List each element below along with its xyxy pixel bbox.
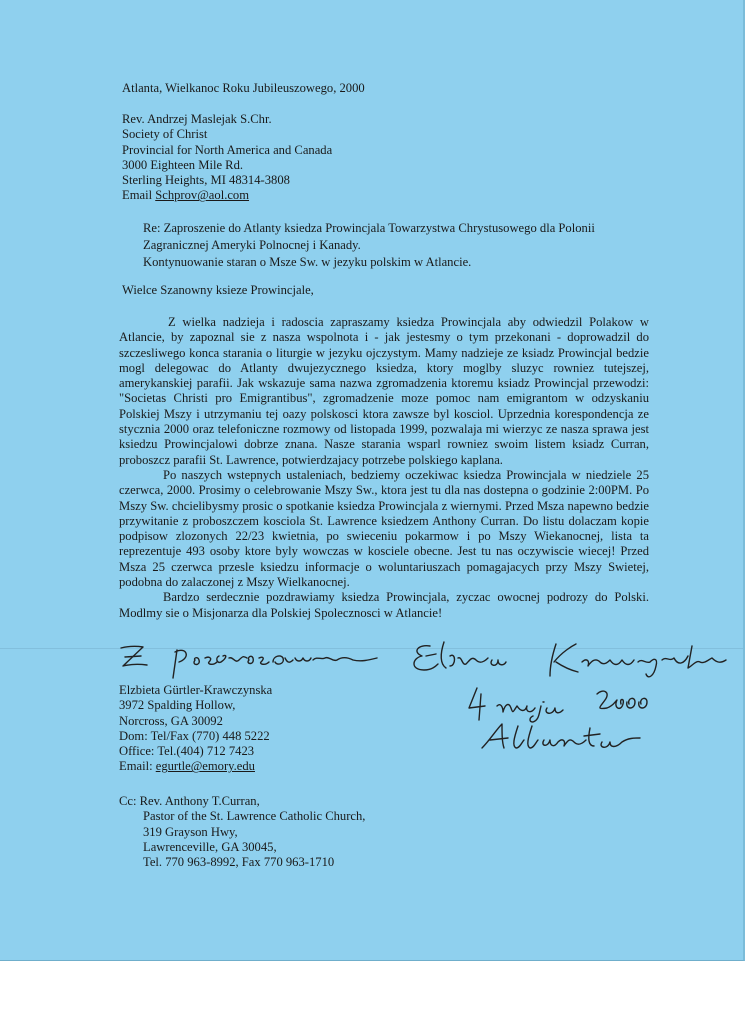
sender-home-phone: Dom: Tel/Fax (770) 448 5222 (119, 728, 270, 743)
sender-email-line (119, 759, 272, 774)
body-paragraph-2: Po naszych wstepnych ustaleniach, bedziemy oczekiwac ksiedza Prowincjala w niedziele 25 czerwca, 2000. Prosimy o celebrowanie Mszy Sw., ktora jest tu dla nas dostepna o godzinie 2:00PM. Po Mszy Sw. chcielibysmy prosic o spotkanie ksiedza Prowincjala z wiernymi. Przed Msza napewno bedzie przywitanie z proboszczem kosciola St. Lawrence ksiedzem Anthony Curran. Do listu dolaczam kopie podpisow zlozonych 22/23 kwietnia, po swieceniu pokarmow i po Mszy Wiekanocnej, lista ta reprezentuje 493 osoby ktore byly wowczas w kosciele obecne. Jest tu nas oczywiscie wiecej! Przed Msza 25 czerwca przesle ksiedzu informacje o woluntariuszach pomagajacych przy Mszy Swietej, podobna do zalaczonej z Mszy Wielkanocnej. (119, 467, 649, 590)
sender-block (119, 683, 272, 775)
subject-line-1: Re: Zaproszenie do Atlanty ksiedza Prowincjala Towarzystwa Chrystusowego dla Polonii (143, 221, 595, 235)
recipient-email-label: Email (122, 188, 156, 203)
recipient-street: 3000 Eighteen Mile Rd. (122, 157, 244, 172)
sender-street: 3972 Spalding Hollow, (119, 698, 236, 713)
place-date: Atlanta, Wielkanoc Roku Jubileuszowego, 2000 (122, 81, 365, 95)
body-paragraph-1: Z wielka nadzieja i radoscia zapraszamy ksiedza Prowincjala aby odwiedzil Polakow w Atlancie, by zapoznal sie z nasza wspolnota i - jak jestesmy o tym przekonani - doprowadzil do szczesliwego konca starania o liturgie w jezyku ojczystym. Mamy nadzieje ze ksiadz Prowincjal bedzie mogl delegowac do Atlanty dwujezycznego ksiedza, ktory moglby sluzyc rowniez tutejszej, amerykanskiej parafii. Jak wskazuje sama nazwa zgromadzenia ktoremu ksiadz Prowincjal przewodzi: "Societas Christi pro Emigrantibus", zgromadzenie moze pomoc nam emigrantom w odzyskaniu Polskiej Mszy i utrzymaniu tej oazy polskosci ktora zawsze byl kosciol. Uprzednia korespondencja ze stycznia 2000 oraz telefoniczne rozmowy od listopada 1999, pozwalaja mi wierzyc ze nasza sprawa jest ksiedzu Prowincjalowi dobrze znana. Nasze starania wsparl rowniez swoim listem ksiadz Curran, proboszcz parafii St. Lawrence, potwierdzajacy potrzebe polskiego kaplana. (119, 315, 649, 467)
recipient-email-line (122, 188, 332, 203)
recipient-org: Society of Christ (122, 127, 208, 142)
sender-email-link[interactable]: egurtle@emory.edu (155, 759, 255, 774)
cc-block (119, 794, 365, 870)
handwritten-date (463, 684, 693, 724)
letter-body (119, 315, 649, 621)
sender-name: Elzbieta Gürtler-Krawczynska (119, 683, 273, 697)
handwritten-closing (115, 636, 395, 682)
recipient-email-link[interactable]: Schprov@aol.com (155, 188, 250, 203)
recipient-role: Provincial for North America and Canada (122, 142, 333, 157)
salutation: Wielce Szanowny ksieze Prowincjale, (122, 283, 314, 297)
cc-line-1: Cc: Rev. Anthony T.Curran, (119, 794, 260, 808)
subject-line-3: Kontynuowanie staran o Msze Sw. w jezyku polskim w Atlancie. (143, 255, 472, 269)
recipient-name: Rev. Andrzej Maslejak S.Chr. (122, 112, 272, 126)
recipient-address (122, 112, 332, 204)
sender-city: Norcross, GA 30092 (119, 713, 223, 728)
handwritten-signature (400, 636, 740, 682)
cc-line-4: Lawrenceville, GA 30045, (143, 839, 277, 854)
subject-block (143, 220, 595, 271)
cc-line-2: Pastor of the St. Lawrence Catholic Church, (143, 809, 366, 824)
body-paragraph-3: Bardzo serdecznie pozdrawiamy ksiedza Prowincjala, zyczac owocnej podrozy do Polski. Modlmy sie o Misjonarza dla Polskiej Spolecznosci w Atlancie! (119, 590, 649, 620)
subject-line-2: Zagranicznej Ameryki Polnocnej i Kanady. (143, 238, 361, 252)
cc-line-3: 319 Grayson Hwy, (143, 824, 238, 839)
recipient-city: Sterling Heights, MI 48314-3808 (122, 173, 290, 188)
handwritten-place (478, 720, 648, 754)
sender-office-phone: Office: Tel.(404) 712 7423 (119, 744, 255, 759)
sender-email-label: Email: (119, 759, 156, 774)
cc-line-5: Tel. 770 963-8992, Fax 770 963-1710 (143, 855, 335, 870)
